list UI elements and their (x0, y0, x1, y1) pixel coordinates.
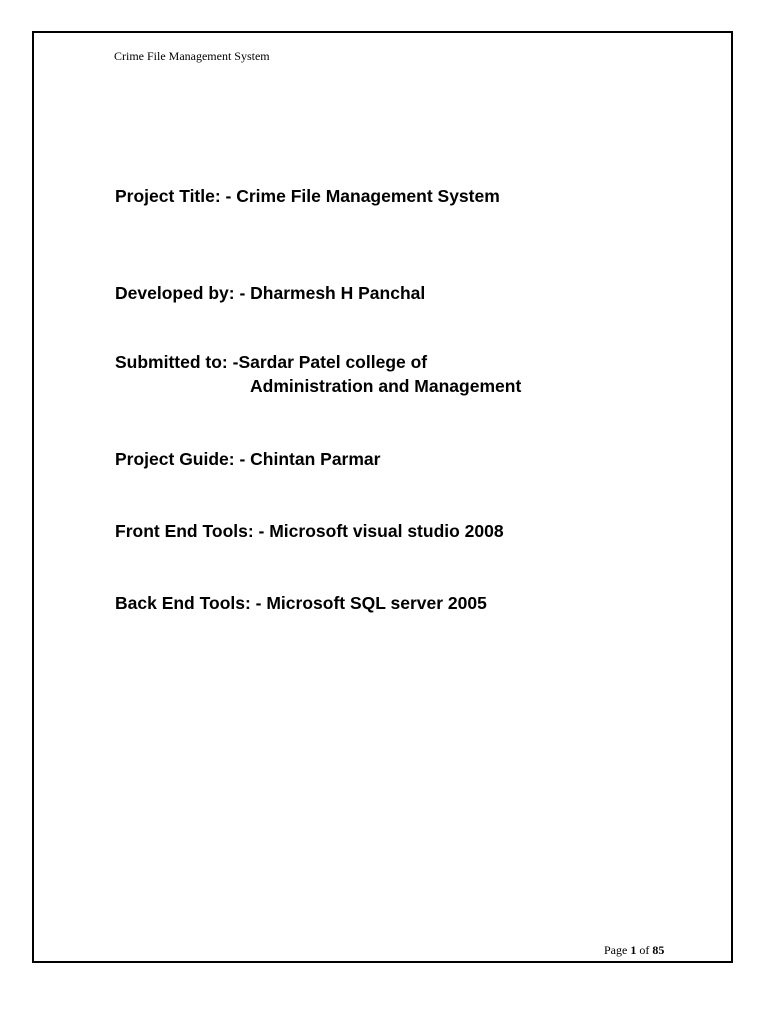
front-end-tools-line: Front End Tools: - Microsoft visual studio 2008 (115, 521, 504, 541)
submitted-to-block (115, 350, 521, 398)
page-total: 85 (652, 943, 665, 957)
page-current: 1 (630, 943, 637, 957)
project-title-line: Project Title: - Crime File Management System (115, 186, 500, 206)
running-header: Crime File Management System (114, 49, 270, 63)
back-end-tools-line: Back End Tools: - Microsoft SQL server 2005 (115, 593, 487, 613)
document-page (32, 31, 733, 963)
project-guide-line: Project Guide: - Chintan Parmar (115, 449, 381, 469)
submitted-to-line-1: Submitted to: -Sardar Patel college of (115, 352, 428, 372)
submitted-to-line-2: Administration and Management (250, 376, 522, 396)
page-label: Page (604, 943, 631, 957)
developed-by-line: Developed by: - Dharmesh H Panchal (115, 283, 426, 303)
of-label: of (636, 943, 653, 957)
page-number-footer (604, 943, 664, 958)
